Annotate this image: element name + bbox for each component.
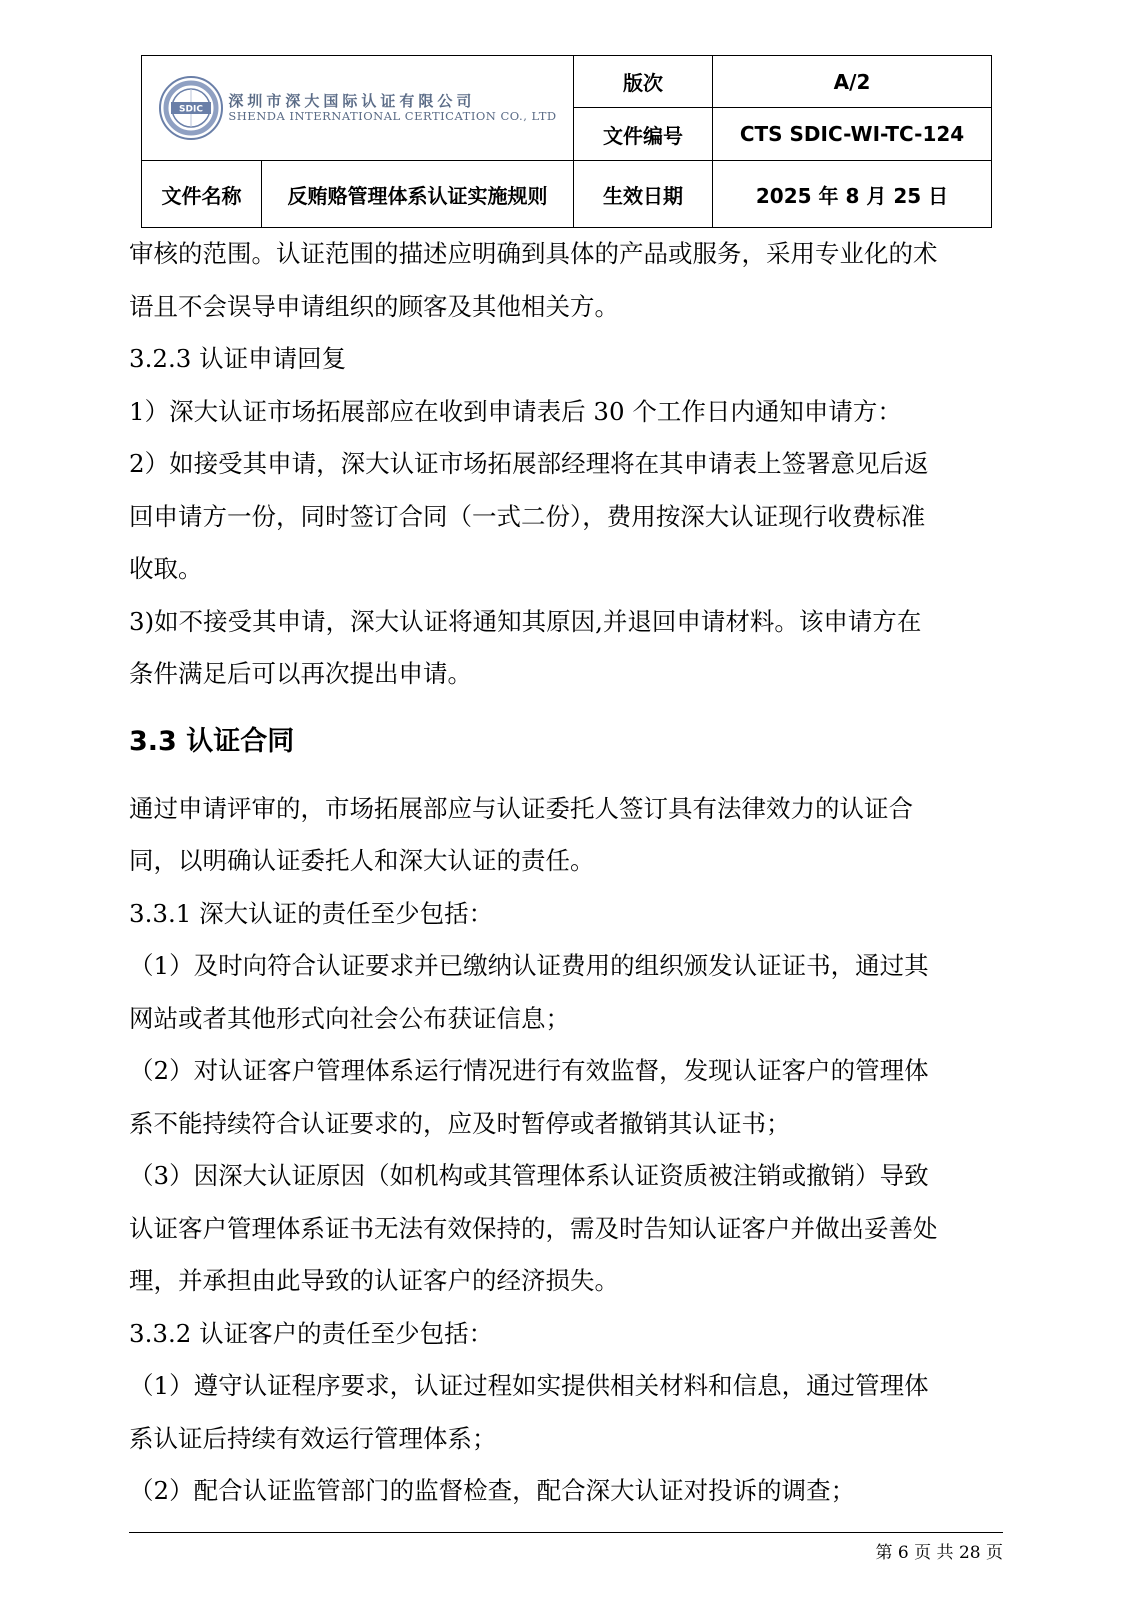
subsection-heading: 3.3.1 深大认证的责任至少包括： (129, 898, 494, 928)
version-label: 版次 (574, 56, 713, 108)
body-line: 1）深大认证市场拓展部应在收到申请表后 30 个工作日内通知申请方： (129, 396, 902, 426)
body-line: 审核的范围。认证范围的描述应明确到具体的产品或服务，采用专业化的术 (129, 239, 938, 268)
company-name-cn: 深圳市深大国际认证有限公司 (228, 92, 476, 111)
body-line: 语且不会误导申请组织的顾客及其他相关方。 (129, 291, 619, 321)
body-line: 理，并承担由此导致的认证客户的经济损失。 (129, 1266, 619, 1295)
emblem-text: SDIC (179, 104, 204, 115)
footer-divider (129, 1532, 1003, 1533)
file-name-value: 反贿赂管理体系认证实施规则 (262, 161, 574, 228)
file-name-label: 文件名称 (142, 161, 262, 228)
page-number: 第 6 页 共 28 页 (875, 1543, 1003, 1563)
body-line: （2）对认证客户管理体系运行情况进行有效监督，发现认证客户的管理体 (129, 1056, 929, 1085)
body-line: 认证客户管理体系证书无法有效保持的，需及时告知认证客户并做出妥善处 (129, 1213, 938, 1243)
company-name-en: SHENDA INTERNATIONAL CERTICATION CO., LTD (228, 109, 557, 124)
body-line: （2）配合认证监管部门的监督检查，配合深大认证对投诉的调查； (129, 1476, 856, 1505)
document-header-table (141, 55, 992, 228)
body-line: （1）及时向符合认证要求并已缴纳认证费用的组织颁发认证证书，通过其 (129, 951, 929, 980)
body-line: （1）遵守认证程序要求，认证过程如实提供相关材料和信息，通过管理体 (129, 1371, 929, 1400)
body-line: 网站或者其他形式向社会公布获证信息； (129, 1003, 570, 1033)
section-heading: 3.3 认证合同 (129, 725, 295, 757)
body-line: 回申请方一份，同时签订合同（一式二份），费用按深大认证现行收费标准 (129, 501, 926, 531)
body-line: 系认证后持续有效运行管理体系； (129, 1423, 497, 1453)
effective-date-label: 生效日期 (574, 161, 713, 228)
body-line: 3)如不接受其申请，深大认证将通知其原因,并退回申请材料。该申请方在 (129, 606, 922, 636)
doc-number-label: 文件编号 (574, 108, 713, 161)
body-line: 同，以明确认证委托人和深大认证的责任。 (129, 846, 595, 875)
body-line: 收取。 (129, 554, 203, 583)
effective-date-value: 2025 年 8 月 25 日 (713, 161, 992, 228)
subsection-heading: 3.3.2 认证客户的责任至少包括： (129, 1318, 494, 1348)
doc-number-value: CTS SDIC-WI-TC-124 (713, 108, 992, 161)
body-line: 2）如接受其申请，深大认证市场拓展部经理将在其申请表上签署意见后返 (129, 449, 929, 478)
version-value: A/2 (713, 56, 992, 108)
body-line: 通过申请评审的，市场拓展部应与认证委托人签订具有法律效力的认证合 (129, 793, 913, 823)
body-line: 系不能持续符合认证要求的，应及时暂停或者撤销其认证书； (129, 1108, 791, 1138)
subsection-heading: 3.2.3 认证申请回复 (129, 344, 347, 373)
document-body (129, 228, 1003, 1518)
body-line: 条件满足后可以再次提出申请。 (129, 659, 472, 688)
company-logo-cell (142, 56, 574, 161)
body-line: （3）因深大认证原因（如机构或其管理体系认证资质被注销或撤销）导致 (129, 1161, 929, 1190)
company-emblem-icon (158, 75, 224, 141)
